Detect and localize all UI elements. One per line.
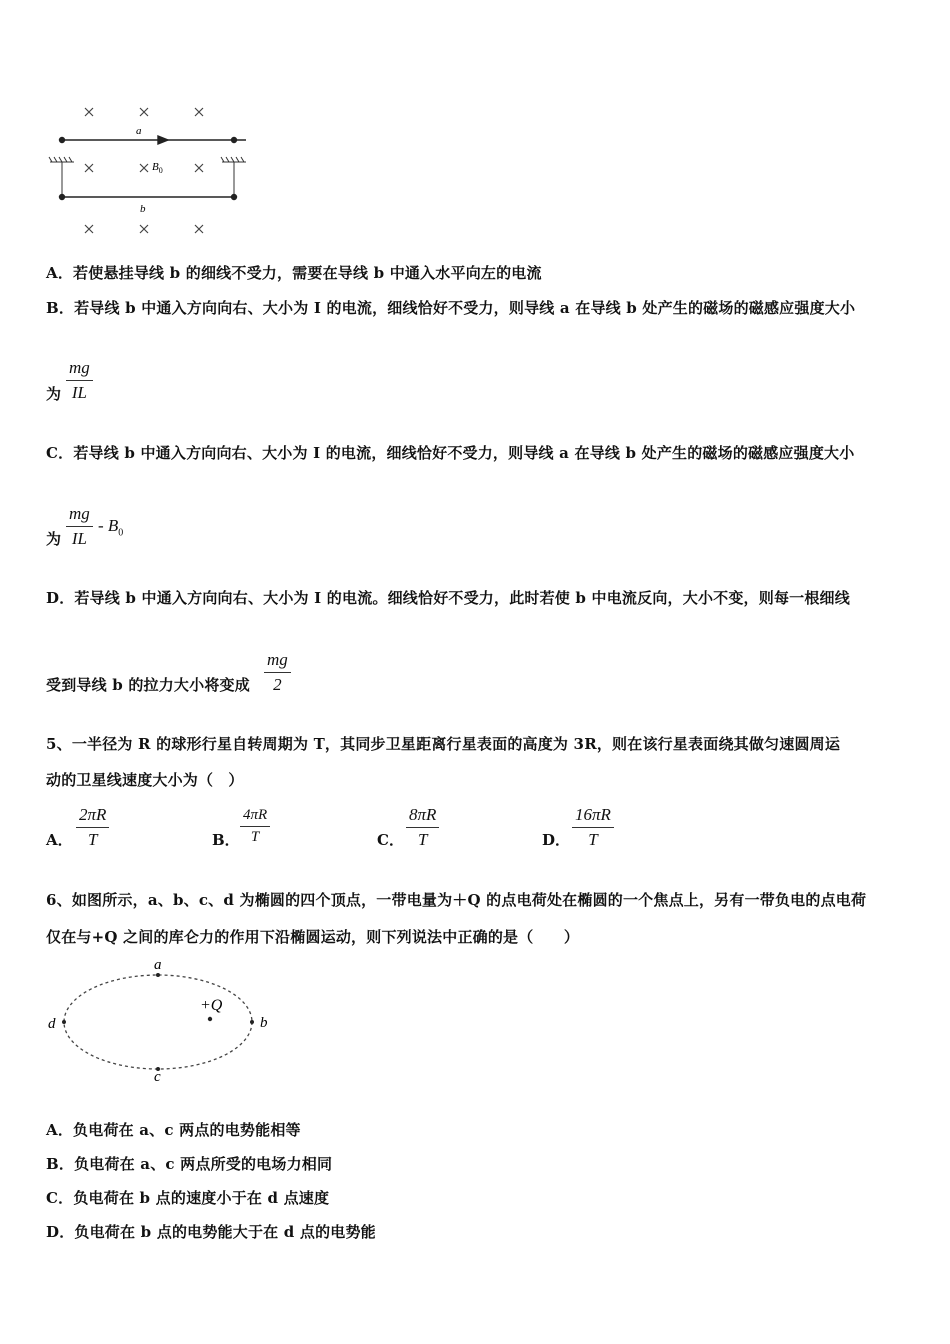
wire-a (60, 136, 247, 144)
vertex-d-label: d (48, 1016, 56, 1032)
q4-option-c-fraction: $\frac{mg}{IL}$ (66, 504, 93, 549)
vertex-a-label: a (154, 957, 162, 973)
q4-option-c-prefix: 为 (46, 530, 62, 548)
q5-option-d-label: D． (542, 831, 571, 849)
ellipse-orbit-diagram (40, 955, 280, 1085)
q6-option-d: D．负电荷在 b 点的电势能大于在 d 点的电势能 (46, 1223, 376, 1241)
q5-stem-line1: 5、一半径为 R 的球形行星自转周期为 T，其同步卫星距离行星表面的高度为 3R，则在该行星表面绕其做匀速圆周运 (46, 735, 841, 753)
vertex-c-label: c (154, 1069, 161, 1085)
charge-dot (208, 1017, 212, 1021)
q4-option-d-fraction: $\frac{mg}{2}$ (264, 650, 291, 695)
wire-b (60, 195, 237, 200)
q4-option-c: C．若导线 b 中通入方向向右、大小为 I 的电流，细线恰好不受力，则导线 a 在导线 b 处产生的磁场的磁感应强度大小 (46, 444, 855, 462)
q4-option-b: B．若导线 b 中通入方向向右、大小为 I 的电流，细线恰好不受力，则导线 a 在导线 b 处产生的磁场的磁感应强度大小 (46, 299, 856, 317)
q6-option-a: A．负电荷在 a、c 两点的电势能相等 (46, 1121, 301, 1139)
vertex-b-dot (250, 1020, 254, 1024)
field-b0-label: $B_0$ (152, 161, 163, 175)
q5-option-b-label: B． (212, 831, 240, 849)
hangers (49, 157, 246, 197)
wire-a-label: a (136, 125, 142, 137)
q5-option-b-fraction: $\frac{4\pi R}{T}$ (240, 807, 270, 846)
q4-option-b-fraction: $\frac{mg}{IL}$ (66, 358, 93, 403)
ellipse-orbit (64, 975, 252, 1069)
wire-field-diagram (40, 100, 260, 245)
q4-option-c-suffix: - $B_0$ (98, 516, 124, 539)
q5-option-a-fraction: $\frac{2\pi R}{T}$ (76, 805, 109, 850)
q6-option-b: B．负电荷在 a、c 两点所受的电场力相同 (46, 1155, 333, 1173)
q5-option-c-fraction: $\frac{8\pi R}{T}$ (406, 805, 439, 850)
q5-option-a-label: A． (46, 831, 73, 849)
vertex-a-dot (156, 973, 160, 977)
q4-option-b-prefix: 为 (46, 385, 62, 403)
q4-option-d-prefix: 受到导线 b 的拉力大小将变成 (46, 676, 250, 694)
vertex-b-label: b (260, 1015, 268, 1031)
q5-option-d-fraction: $\frac{16\pi R}{T}$ (572, 805, 614, 850)
q4-option-a: A．若使悬挂导线 b 的细线不受力，需要在导线 b 中通入水平向左的电流 (46, 264, 542, 282)
charge-label: +Q (200, 997, 223, 1014)
wire-b-label: b (140, 203, 146, 215)
q6-stem-line2: 仅在与+Q 之间的库仑力的作用下沿椭圆运动，则下列说法中正确的是（ ） (46, 928, 580, 946)
vertex-d-dot (62, 1020, 66, 1024)
q5-option-c-label: C． (377, 831, 404, 849)
q6-stem-line1: 6、如图所示，a、b、c、d 为椭圆的四个顶点，一带电量为＋Q 的点电荷处在椭圆的一个焦点上，另有一带负电的点电荷 (46, 891, 867, 909)
q5-stem-line2: 动的卫星线速度大小为（ ） (46, 771, 244, 789)
q6-option-c: C．负电荷在 b 点的速度小于在 d 点速度 (46, 1189, 330, 1207)
q4-option-d: D．若导线 b 中通入方向向右、大小为 I 的电流。细线恰好不受力，此时若使 b 中电流反向，大小不变，则每一根细线 (46, 589, 850, 607)
